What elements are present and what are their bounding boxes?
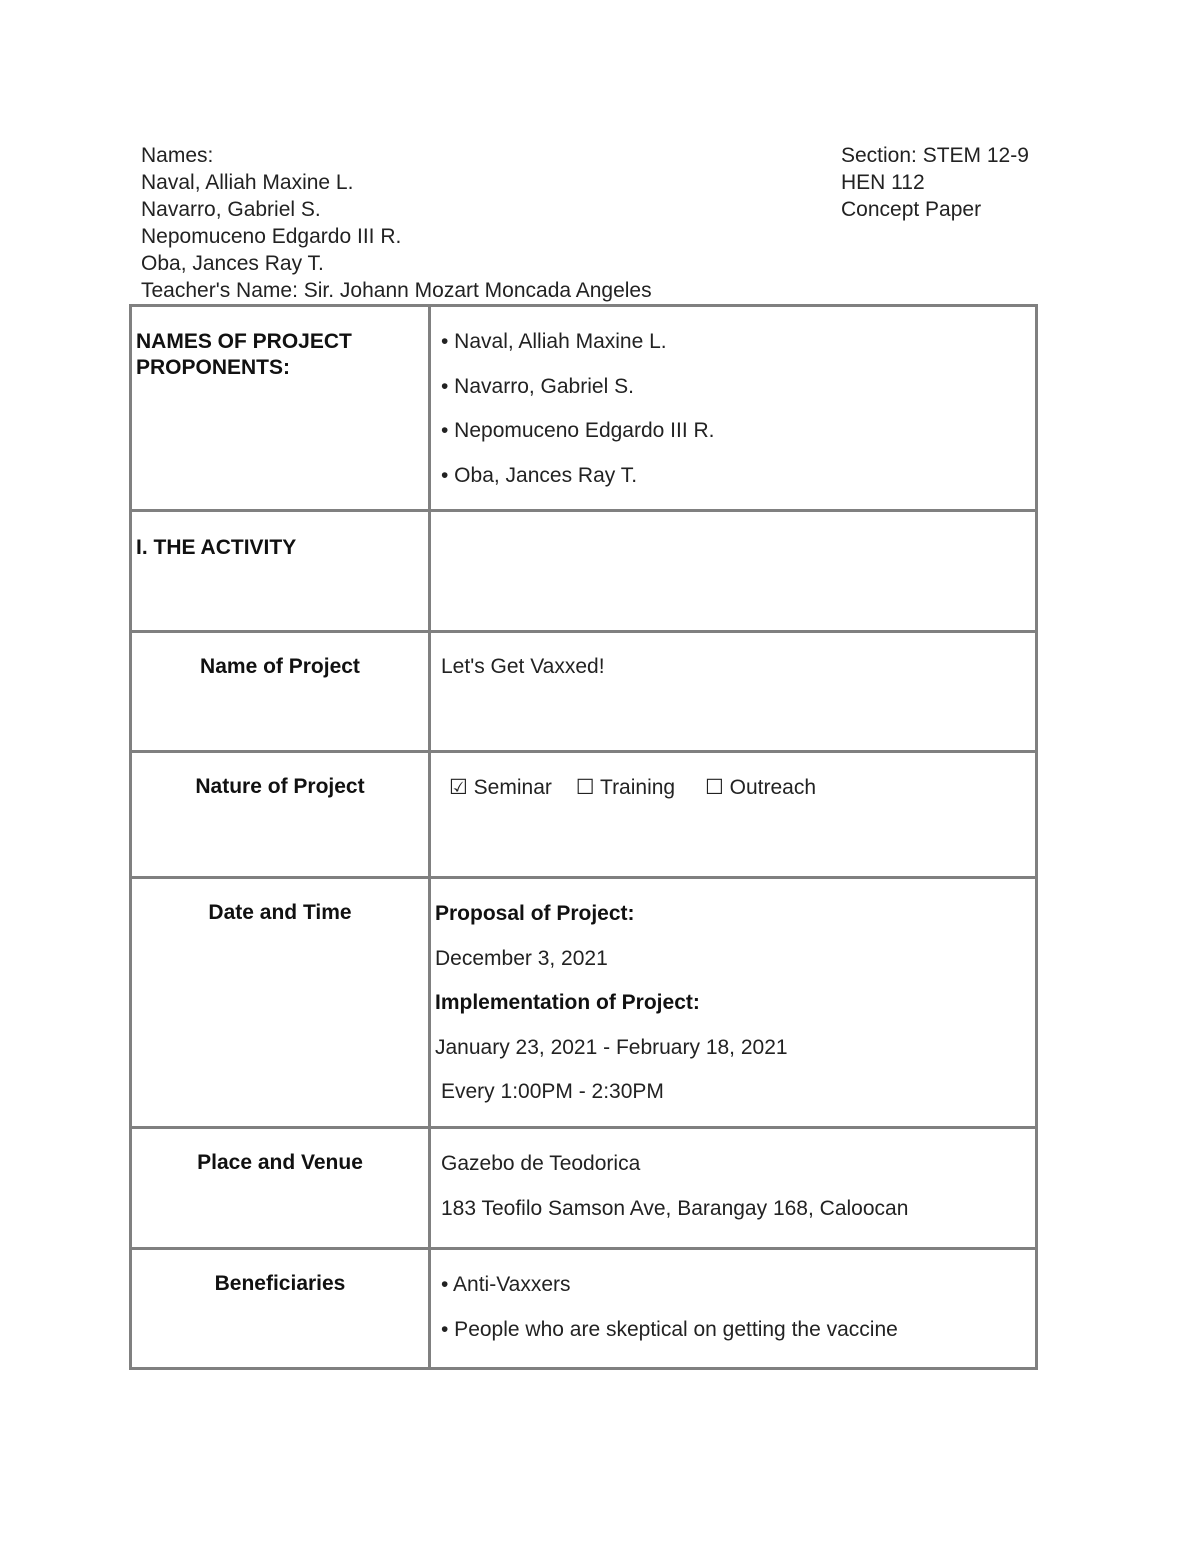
implementation-time: Every 1:00PM - 2:30PM — [441, 1080, 664, 1103]
list-item: • People who are skeptical on getting the vaccine — [441, 1317, 898, 1341]
section-block — [841, 142, 1029, 223]
nature-label: Nature of Project — [131, 752, 430, 878]
table-row — [131, 306, 1037, 511]
place-name: Gazebo de Teodorica — [441, 1152, 641, 1175]
option-seminar[interactable] — [449, 776, 552, 799]
section: Section: STEM 12-9 — [841, 144, 1029, 167]
checkbox-empty-icon: ☐ — [704, 776, 724, 799]
list-item: • Navarro, Gabriel S. — [441, 374, 634, 398]
date-details — [430, 878, 1037, 1128]
option-training[interactable] — [576, 776, 675, 799]
table-row — [131, 752, 1037, 878]
beneficiaries-label: Beneficiaries — [131, 1249, 430, 1369]
list-item: • Nepomuceno Edgardo III R. — [441, 419, 715, 442]
name-line: Nepomuceno Edgardo III R. — [141, 225, 402, 248]
list-item: • Naval, Alliah Maxine L. — [441, 330, 667, 353]
name-line: Oba, Jances Ray T. — [141, 252, 324, 275]
course: HEN 112 — [841, 171, 925, 194]
name-line: Naval, Alliah Maxine L. — [141, 171, 354, 194]
table-row — [131, 1249, 1037, 1369]
doc-type: Concept Paper — [841, 198, 982, 221]
option-label: Training — [600, 776, 676, 799]
table-row — [131, 511, 1037, 632]
proposal-label: Proposal of Project: — [435, 902, 635, 925]
project-name: Let's Get Vaxxed! — [430, 632, 1037, 752]
list-item: • Anti-Vaxxers — [441, 1273, 571, 1296]
table-row — [131, 1128, 1037, 1249]
proponents-label: NAMES OF PROJECT PROPONENTS: — [131, 306, 430, 511]
names-block — [141, 142, 652, 304]
name-line: Navarro, Gabriel S. — [141, 198, 321, 221]
teacher-name: Teacher's Name: Sir. Johann Mozart Moncada Angeles — [141, 279, 652, 302]
table-row — [131, 878, 1037, 1128]
place-label: Place and Venue — [131, 1128, 430, 1249]
project-name-label: Name of Project — [131, 632, 430, 752]
option-label: Seminar — [473, 776, 552, 799]
option-outreach[interactable] — [705, 776, 816, 799]
checkbox-checked-icon: ☑ — [449, 776, 468, 799]
checkbox-empty-icon: ☐ — [575, 776, 595, 799]
option-label: Outreach — [729, 776, 817, 799]
proposal-date: December 3, 2021 — [435, 946, 608, 970]
beneficiaries-list — [430, 1249, 1037, 1369]
implementation-dates: January 23, 2021 - February 18, 2021 — [435, 1035, 788, 1059]
activity-value — [430, 511, 1037, 632]
list-item: • Oba, Jances Ray T. — [441, 463, 638, 487]
table-row — [131, 632, 1037, 752]
place-details — [430, 1128, 1037, 1249]
concept-table — [129, 304, 1038, 1370]
nature-options — [430, 752, 1037, 878]
activity-label: I. THE ACTIVITY — [131, 511, 430, 632]
names-label: Names: — [141, 144, 214, 167]
proponents-list — [430, 306, 1037, 511]
implementation-label: Implementation of Project: — [435, 991, 700, 1014]
date-label: Date and Time — [131, 878, 430, 1128]
place-address: 183 Teofilo Samson Ave, Barangay 168, Caloocan — [441, 1196, 909, 1220]
